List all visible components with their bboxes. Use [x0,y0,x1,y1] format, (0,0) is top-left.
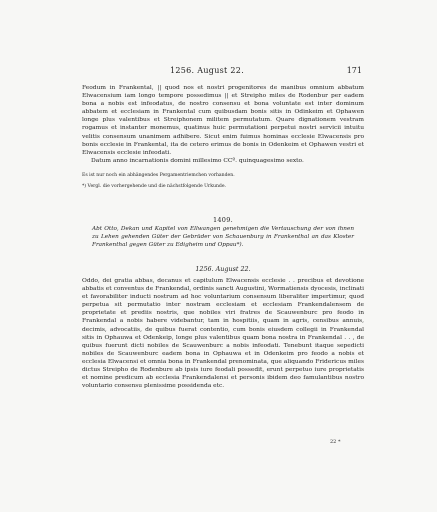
page-header [82,66,362,78]
seal-note: Es ist nur noch ein abhängendes Pergamentriemchen vorhanden. [82,173,235,178]
charter-body: Oddo, dei gratia abbas, decanus et capitulum Elwacensis ecclesie . . precibus et devotione abbatis et conventus de Frankendal, ordinis sancti Augustini, Wormatiensis dyocesis, inclinati et favorabiliter inducti nostrum ad hoc voluntarium consensum liberaliter impertimur, quod perpetua sit permutatio inter nostram ecclesiam et ecclesiam Frankendalensem de proprietate et prediis nostris, que nobiles viri fratres de Scauwenburc pro feodo in Frankendal a nobis habere videbantur, tam in hospitiis, quam in agris, censibus annuis, decimis, advocatiis, de quibus fuerat contentio, cum bonis eiusdem collegii in Frankendal sitis in Ophauwa et Odenkeip, longe plus valentibus quam bona nostra in Frankendal . . , de quibus fuerunt dicti nobiles de Scauwenburc a nobis infeodati. Tenebunt itaque sepedicti nobiles de Scauwenburc eadem bona in Ophauwa et in Odenkeim pro feodo a nobis et ecclesia Elwacensi et omnia bona in Frankendal prenominata, que aliquando Fridericus miles dictus Streipho de Rodenbure ab ipsis iure feodali possedit, erunt perpetuo iure proprietatis et nomine predicum ab ecclesia Frankendalensi et personis ibidem deo famulantibus nostro voluntario consensu plenissime possidenda etc. [82,278,364,390]
page-number: 171 [346,66,362,75]
document-summary: Abt Otto, Dekan und Kapitel von Ellwangen genehmigen die Vertauschung der von ihnen zu Lehen gehenden Güter der Gebrüder von Schauenburg in Frankenthal an das Kloster Frankenthal gegen Güter zu Edigheim und Oppau*). [92,226,354,248]
document-date: 1256. August 22. [195,265,251,273]
signature-mark: 22 * [330,439,341,445]
header-date: 1256. August 22. [170,66,245,75]
charter-paragraph: Feodum in Frankental, || quod nos et nostri progenitores de manibus omnium abbatum Elwacensium iam longo tempore possedimus || et Streipho miles de Rodenbur per eadem bona a nobis est infeodatus, de nostro consensu et bona voluntate est inter dominum abbatem et ecclesiam in Frankental cum quibusdam bonis sitis in Odinkeim et Ophawen longe plus valentibus et Streiphonem militem permutatum. Quare dignationem vestram rogamus et instanter monemus, quatinus huic permutationi perpetui nostri servicii intuitu velitis consensum unanimem adhibere. Sicut enim fuimus hominas ecclesie Elwacensis pro bonis ecclesie in Frankental, ita de cetero erimus de bonis in Odenkeim et Ophawen vestri et Elwacensis ecclesie infeodati. [82,85,364,156]
document-number: 1409. [212,216,234,224]
preceding-charter-text [82,84,364,165]
footnote: *) Vergl. die vorhergehende und die nächstfolgende Urkunde. [82,184,227,189]
charter-text [82,277,364,390]
dating-clause: Datum anno incarnationis domini millesimo CCº. quinquagesimo sexto. [91,157,304,164]
